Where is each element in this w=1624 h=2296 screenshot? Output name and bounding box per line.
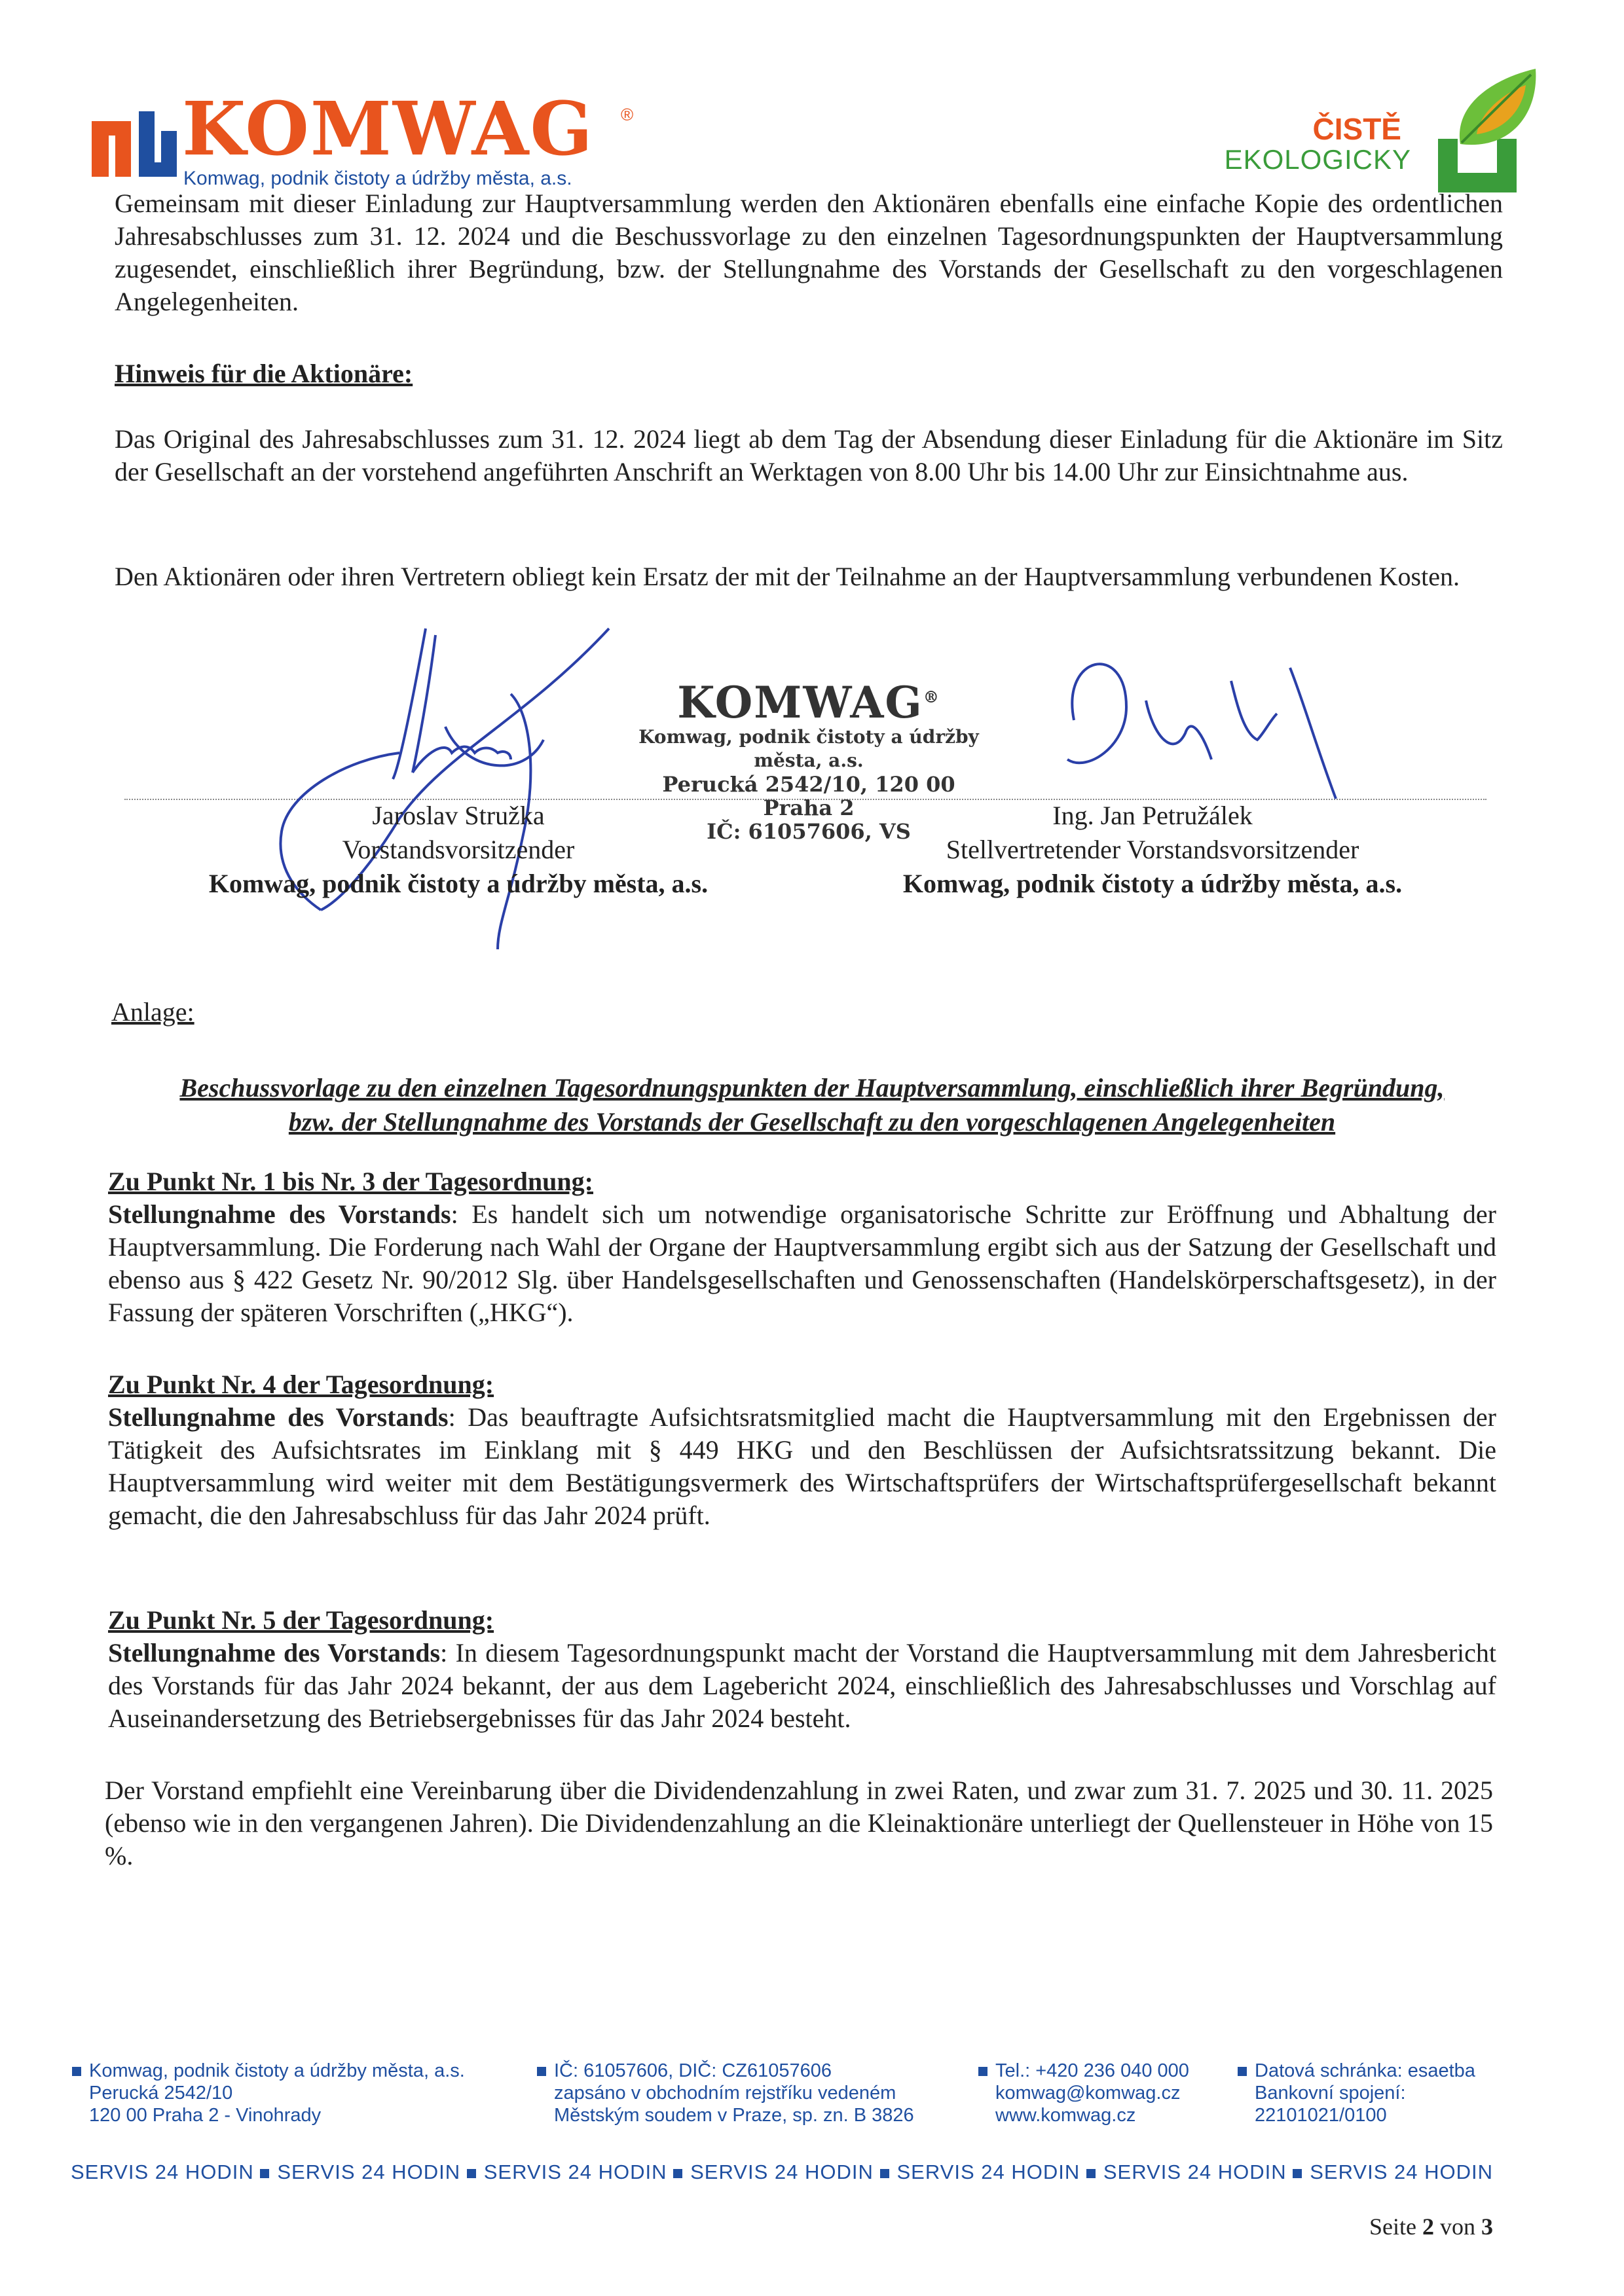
signatory-company-right: Komwag, podnik čistoty a údržby města, a.s. xyxy=(902,869,1403,898)
hinweis-paragraph-1: Das Original des Jahresabschlusses zum 31. 12. 2024 liegt ab dem Tag der Absendung dieser Einladung für die Aktionäre im Sitz der Gesellschaft an der vorstehend angeführten Anschrift an Werktagen von 8.00 Uhr bis 14.00 Uhr zur Einsichtnahme aus. xyxy=(115,424,1503,486)
stamp-line-3: IČ: 61057606, VS xyxy=(707,819,911,844)
signatory-role-left: Vorstandsvorsitzender xyxy=(342,835,575,864)
point-5 xyxy=(108,1604,1496,1735)
page-number: Seite 2 von 3 xyxy=(1369,2214,1493,2240)
hinweis-heading: Hinweis für die Aktionäre: xyxy=(115,359,413,388)
logo-subtitle: Komwag, podnik čistoty a údržby města, a.s. xyxy=(183,168,572,189)
intro-paragraph: Gemeinsam mit dieser Einladung zur Hauptversammlung werden den Aktionären ebenfalls eine einfache Kopie des ordentlichen Jahresabschlusses zum 31. 12. 2024 und die Beschussvorlage zu den einzelnen Tagesordnungspunkten der Hauptversammlung zugesendet, einschließlich ihrer Begründung, bzw. der Stellungnahme des Vorstands der Gesellschaft zu den vorgeschlagenen Angelegenheiten. xyxy=(115,189,1503,316)
hinweis-paragraph-2: Den Aktionären oder ihren Vertretern obliegt kein Ersatz der mit der Teilnahme an der Hauptversammlung verbundenen Kosten. xyxy=(115,562,1460,591)
signatory-name-left: Jaroslav Stružka xyxy=(372,801,545,830)
footer-col-contact: Tel.: +420 236 040 000 komwag@komwag.cz www.komwag.cz xyxy=(978,2060,1240,2126)
footer-col-bank: Datová schránka: esaetba Bankovní spojení: 22101021/0100 xyxy=(1238,2060,1578,2126)
stamp-line-2: Perucká 2542/10, 120 00 Praha 2 xyxy=(662,772,955,820)
footer-bullet-icon xyxy=(1238,2067,1247,2076)
eco-badge-line2: EKOLOGICKY xyxy=(1224,144,1411,175)
eco-badge-line1: ČISTĚ xyxy=(1312,112,1401,146)
signature-block-right xyxy=(838,799,1467,901)
anlage-title-line2: bzw. der Stellungnahme des Vorstands der Gesellschaft zu den vorgeschlagenen Angelegenheiten xyxy=(288,1107,1336,1137)
signatory-company-left: Komwag, podnik čistoty a údržby města, a.s. xyxy=(208,869,709,898)
point-1-3-text: Stellungnahme des Vorstands: Es handelt sich um notwendige organisatorische Schritte zur Eröffnung und Abhaltung der Hauptversammlung. Die Forderung nach Wahl der Organe der Hauptversammlung ergibt sich aus der Satzung der Gesellschaft und ebenso aus § 422 Gesetz Nr. 90/2012 Slg. über Handelsgesellschaften und Genossenschaften (Handelskörperschaftsgesetz), in der Fassung der späteren Vorschriften („HKG“). xyxy=(108,1199,1496,1327)
point-1-3-heading: Zu Punkt Nr. 1 bis Nr. 3 der Tagesordnung: xyxy=(108,1167,593,1196)
komwag-logo xyxy=(92,86,634,196)
point-1-3 xyxy=(108,1165,1496,1329)
footer-col-address: Komwag, podnik čistoty a údržby města, a.s. Perucká 2542/10 120 00 Praha 2 - Vinohrady xyxy=(72,2060,530,2126)
eco-badge xyxy=(1205,65,1545,203)
signatory-role-right: Stellvertretender Vorstandsvorsitzender xyxy=(946,835,1359,864)
footer-col-registry: IČ: 61057606, DIČ: CZ61057606 zapsáno v obchodním rejstříku vedeném Městským soudem v Praze, sp. zn. B 3826 xyxy=(537,2060,969,2126)
point-4-heading: Zu Punkt Nr. 4 der Tagesordnung: xyxy=(108,1370,494,1399)
point-5-heading: Zu Punkt Nr. 5 der Tagesordnung: xyxy=(108,1605,494,1635)
point-4 xyxy=(108,1368,1496,1532)
anlage-title xyxy=(111,1071,1513,1139)
stamp-line-1: Komwag, podnik čistoty a údržby města, a.s. xyxy=(638,726,979,771)
point-5-text: Stellungnahme des Vorstands: In diesem Tagesordnungspunkt macht der Vorstand die Hauptversammlung mit dem Jahresbericht des Vorstands für das Jahr 2024 bekannt, der aus dem Lagebericht 2024, einschließlich des Jahresabschlusses und Vorschlag auf Auseinandersetzung des Betriebsergebnisses für das Jahr 2024 besteht. xyxy=(108,1638,1497,1733)
anlage-title-line1: Beschussvorlage zu den einzelnen Tagesordnungspunkten der Hauptversammlung, einschließlich ihrer Begründung, xyxy=(179,1073,1445,1102)
anlage-label: Anlage: xyxy=(111,997,194,1027)
service-banner: SERVIS 24 HODIN SERVIS 24 HODIN SERVIS 24 HODIN SERVIS 24 HODIN SERVIS 24 HODIN SERVIS 24 HODIN SERVIS 24 HODIN xyxy=(71,2160,1493,2183)
signatory-name-right: Ing. Jan Petružálek xyxy=(1052,801,1253,830)
footer-bullet-icon xyxy=(72,2067,81,2076)
leaf-icon xyxy=(1414,65,1545,203)
point-4-text: Stellungnahme des Vorstands: Das beauftragte Aufsichtsratsmitglied macht die Hauptversammlung mit den Ergebnissen der Tätigkeit des Aufsichtsrates im Einklang mit § 449 HKG und den Beschlüssen der Aufsichtsratssitzung bekannt. Die Hauptversammlung wird weiter mit dem Bestätigungsvermerk des Wirtschaftsprüfers der Wirtschaftsprüfergesellschaft bekannt gemacht, die den Jahresabschluss für das Jahr 2024 prüft. xyxy=(108,1402,1496,1530)
footer-bullet-icon xyxy=(978,2067,987,2076)
footer-bullet-icon xyxy=(537,2067,546,2076)
logo-registered-mark: ® xyxy=(621,105,634,124)
signature-block-left xyxy=(164,799,753,901)
signature-right-icon xyxy=(1048,642,1362,812)
signature-left-icon xyxy=(249,622,668,962)
komwag-logo-mark-icon xyxy=(92,111,177,177)
logo-wordmark: KOMWAG xyxy=(182,86,595,172)
dividend-paragraph: Der Vorstand empfiehlt eine Vereinbarung über die Dividendenzahlung in zwei Raten, und zwar zum 31. 7. 2025 und 30. 11. 2025 (ebenso wie in den vergangenen Jahren). Die Dividendenzahlung an die Kleinaktionäre unterliegt der Quellensteuer in Höhe von 15 %. xyxy=(105,1776,1493,1870)
stamp-title: KOMWAG® xyxy=(677,677,940,728)
